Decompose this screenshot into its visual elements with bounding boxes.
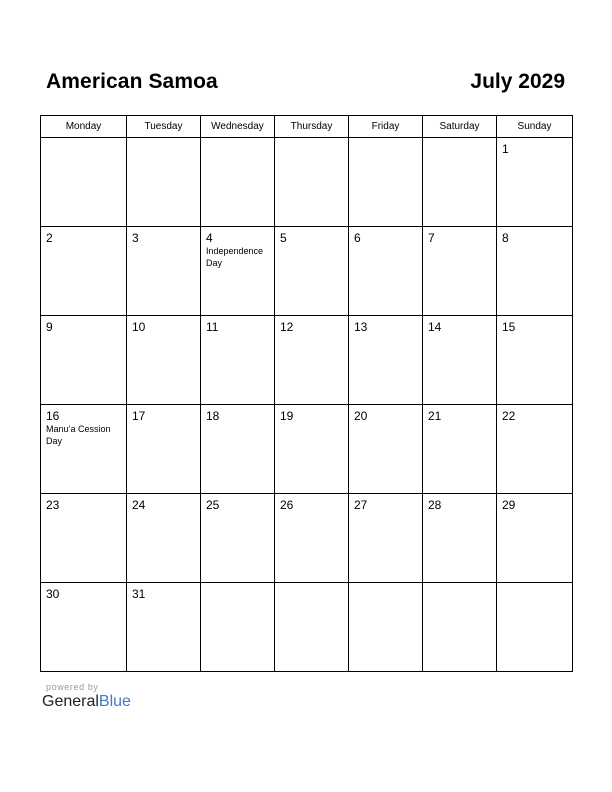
day-number: 12 [280,320,294,334]
day-number [201,138,274,142]
day-number: 17 [132,409,146,423]
day-number: 4 [206,231,213,245]
day-cell [423,316,497,405]
day-cell [41,227,127,316]
day-cell [127,583,201,672]
day-cell [275,405,349,494]
day-number: 30 [46,587,60,601]
day-cell [497,138,573,227]
holiday-label: Independence Day [206,246,264,268]
day-cell [349,138,423,227]
day-number: 21 [428,409,442,423]
day-number: 19 [280,409,294,423]
day-number: 16 [46,409,60,423]
day-number: 1 [502,142,509,156]
day-number: 7 [428,231,435,245]
weekday-header: Thursday [275,116,349,138]
weekday-header: Tuesday [127,116,201,138]
day-number: 2 [46,231,53,245]
day-number: 22 [502,409,516,423]
day-cell [41,583,127,672]
weekday-header: Saturday [423,116,497,138]
week-row [41,405,573,494]
day-cell [349,405,423,494]
day-cell [497,583,573,672]
day-cell [127,494,201,583]
day-number: 25 [206,498,220,512]
day-number [201,583,274,587]
day-number: 11 [206,320,219,334]
day-number: 29 [502,498,516,512]
day-cell [423,405,497,494]
day-number [423,583,496,587]
day-number [127,138,200,142]
day-number: 9 [46,320,53,334]
day-number: 28 [428,498,442,512]
day-cell [497,494,573,583]
day-number: 15 [502,320,516,334]
day-cell [275,227,349,316]
day-cell [497,316,573,405]
day-cell [349,583,423,672]
weekday-header: Sunday [497,116,573,138]
day-number: 20 [354,409,368,423]
day-number: 27 [354,498,368,512]
day-number [349,138,422,142]
day-cell [423,227,497,316]
day-number: 10 [132,320,146,334]
brand-general: General [42,693,99,710]
day-cell [127,227,201,316]
calendar-grid [40,115,573,672]
day-number [497,583,572,587]
day-number: 13 [354,320,368,334]
day-number: 23 [46,498,60,512]
day-cell [423,138,497,227]
brand-logo [42,693,131,711]
week-row [41,138,573,227]
week-row [41,316,573,405]
day-number [41,138,126,142]
week-row [41,583,573,672]
day-cell [423,583,497,672]
day-cell [201,405,275,494]
day-number: 6 [354,231,361,245]
day-number [423,138,496,142]
day-cell [275,583,349,672]
day-cell [349,494,423,583]
day-cell [201,316,275,405]
month-year-title: July 2029 [470,70,565,93]
day-number: 24 [132,498,146,512]
brand-blue: Blue [98,693,131,710]
holiday-label: Manu’a Cession Day [46,424,111,446]
day-number: 3 [132,231,139,245]
day-cell [497,405,573,494]
day-cell [41,316,127,405]
day-cell [127,138,201,227]
day-cell [423,494,497,583]
day-cell [41,494,127,583]
day-number: 31 [132,587,146,601]
weekday-header: Friday [349,116,423,138]
day-cell [127,405,201,494]
day-cell [201,583,275,672]
day-number [275,138,348,142]
day-cell [275,138,349,227]
region-title: American Samoa [46,70,218,93]
day-number [275,583,348,587]
day-number [349,583,422,587]
day-cell [41,405,127,494]
weekday-header: Wednesday [201,116,275,138]
powered-by-text: powered by [46,682,99,692]
day-cell [201,494,275,583]
week-row [41,494,573,583]
day-cell [41,138,127,227]
day-cell [349,227,423,316]
day-cell [201,138,275,227]
day-cell [275,316,349,405]
day-number: 26 [280,498,294,512]
day-cell [127,316,201,405]
day-number: 8 [502,231,509,245]
day-cell [275,494,349,583]
weekday-header: Monday [41,116,127,138]
day-cell [349,316,423,405]
week-row [41,227,573,316]
day-number: 18 [206,409,220,423]
day-number: 5 [280,231,287,245]
day-number: 14 [428,320,442,334]
day-cell [497,227,573,316]
day-cell [201,227,275,316]
weekday-header-row [41,116,573,138]
